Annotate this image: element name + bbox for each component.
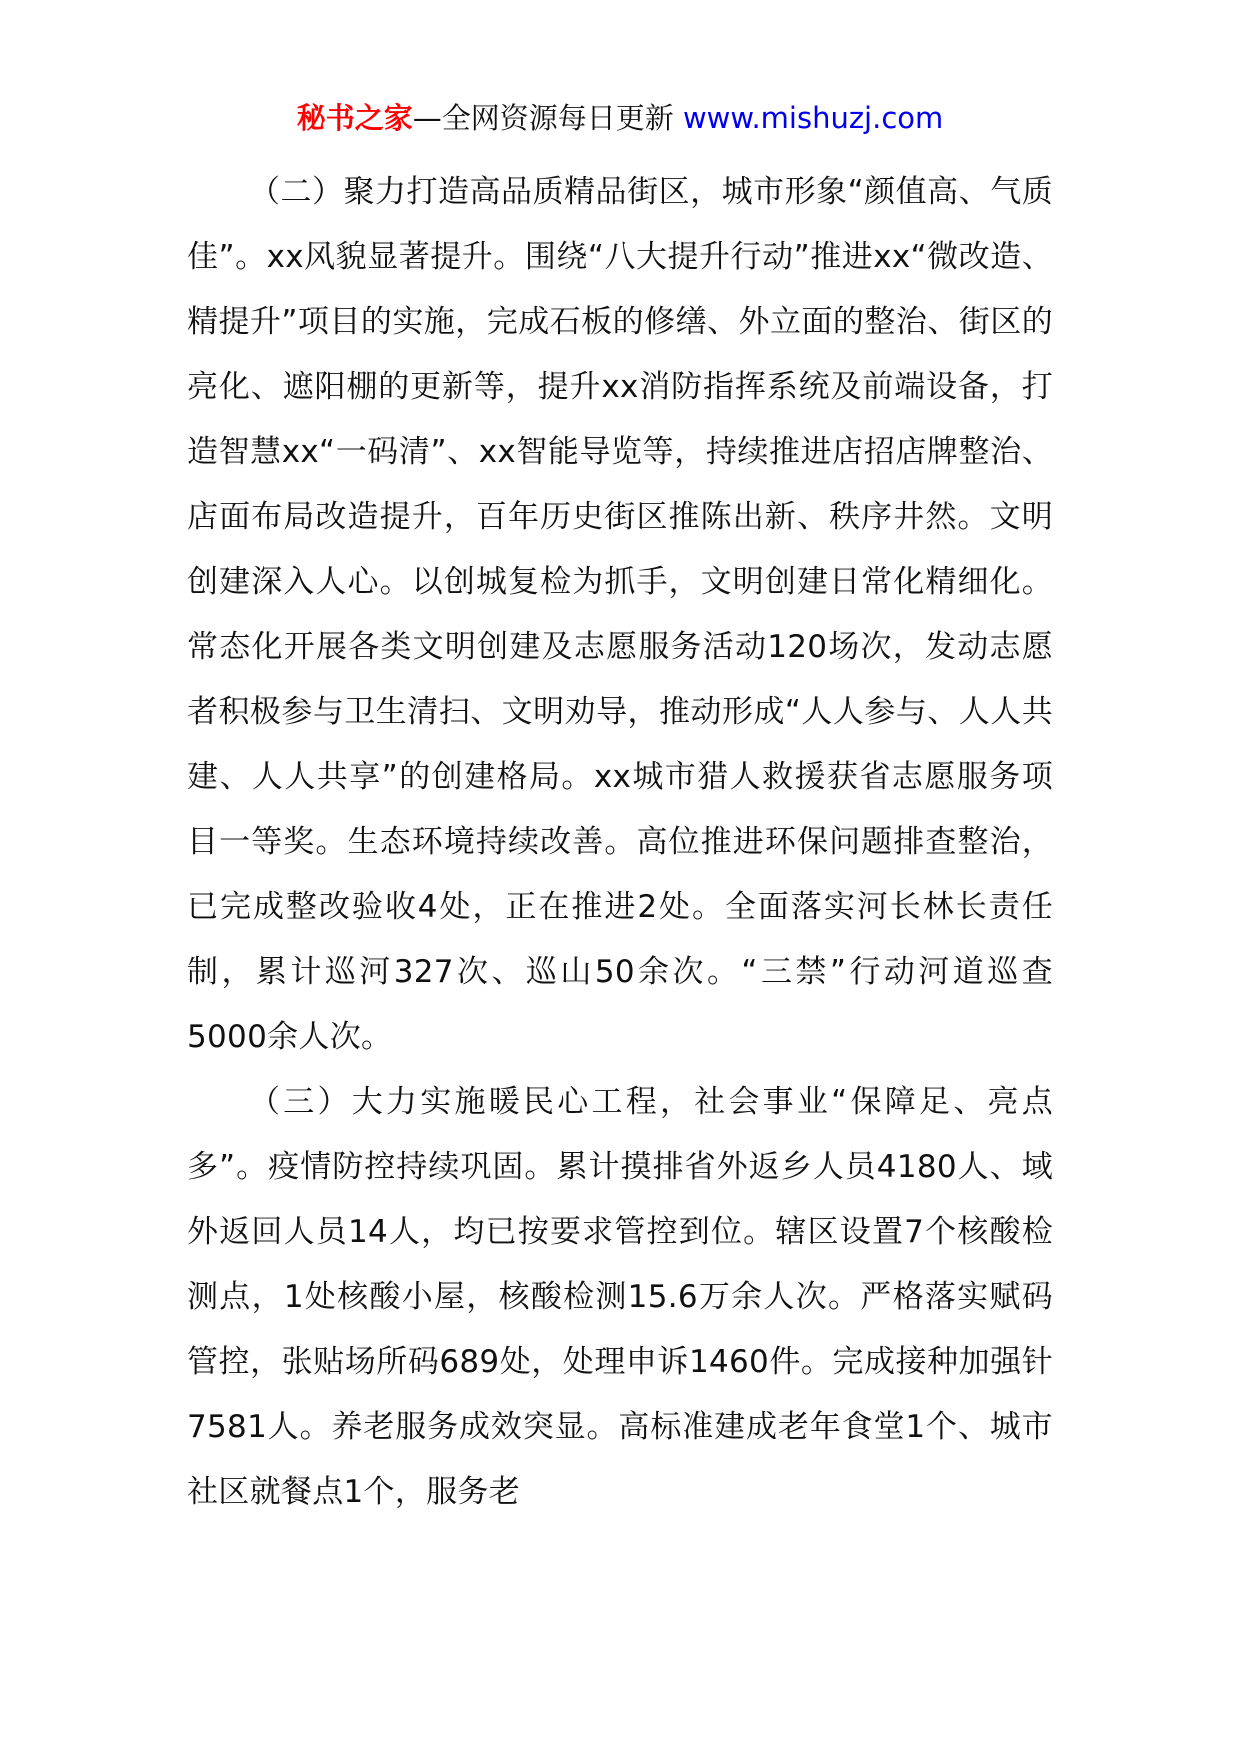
paragraph-section-two: （二）聚力打造高品质精品街区，城市形象“颜值高、气质佳”。xx风貌显著提升。围绕“八大提升行动”推进xx“微改造、精提升”项目的实施，完成石板的修缮、外立面的整治、街区的亮化、遮阳棚的更新等，提升xx消防指挥系统及前端设备，打造智慧xx“一码清”、xx智能导览等，持续推进店招店牌整治、店面布局改造提升，百年历史街区推陈出新、秩序井然。文明创建深入人心。以创城复检为抓手，文明创建日常化精细化。常态化开展各类文明创建及志愿服务活动120场次，发动志愿者积极参与卫生清扫、文明劝导，推动形成“人人参与、人人共建、人人共享”的创建格局。xx城市猎人救援获省志愿服务项目一等奖。生态环境持续改善。高位推进环保问题排查整治，已完成整改验收4处，正在推进2处。全面落实河长林长责任制，累计巡河327次、巡山50余次。“三禁”行动河道巡查5000余人次。 xyxy=(187,174,1053,1055)
site-url-link[interactable]: www.mishuzj.com xyxy=(682,101,944,135)
header-tagline: —全网资源每日更新 xyxy=(412,101,683,135)
brand-name: 秘书之家 xyxy=(296,101,413,135)
paragraph-section-three: （三）大力实施暖民心工程，社会事业“保障足、亮点多”。疫情防控持续巩固。累计摸排省外返乡人员4180人、域外返回人员14人，均已按要求管控到位。辖区设置7个核酸检测点，1处核酸小屋，核酸检测15.6万余人次。严格落实赋码管控，张贴场所码689处，处理申诉1460件。完成接种加强针7581人。养老服务成效突显。高标准建成老年食堂1个、城市社区就餐点1个，服务老 xyxy=(187,1084,1053,1510)
document-body xyxy=(187,160,1053,1525)
site-header xyxy=(0,98,1240,138)
